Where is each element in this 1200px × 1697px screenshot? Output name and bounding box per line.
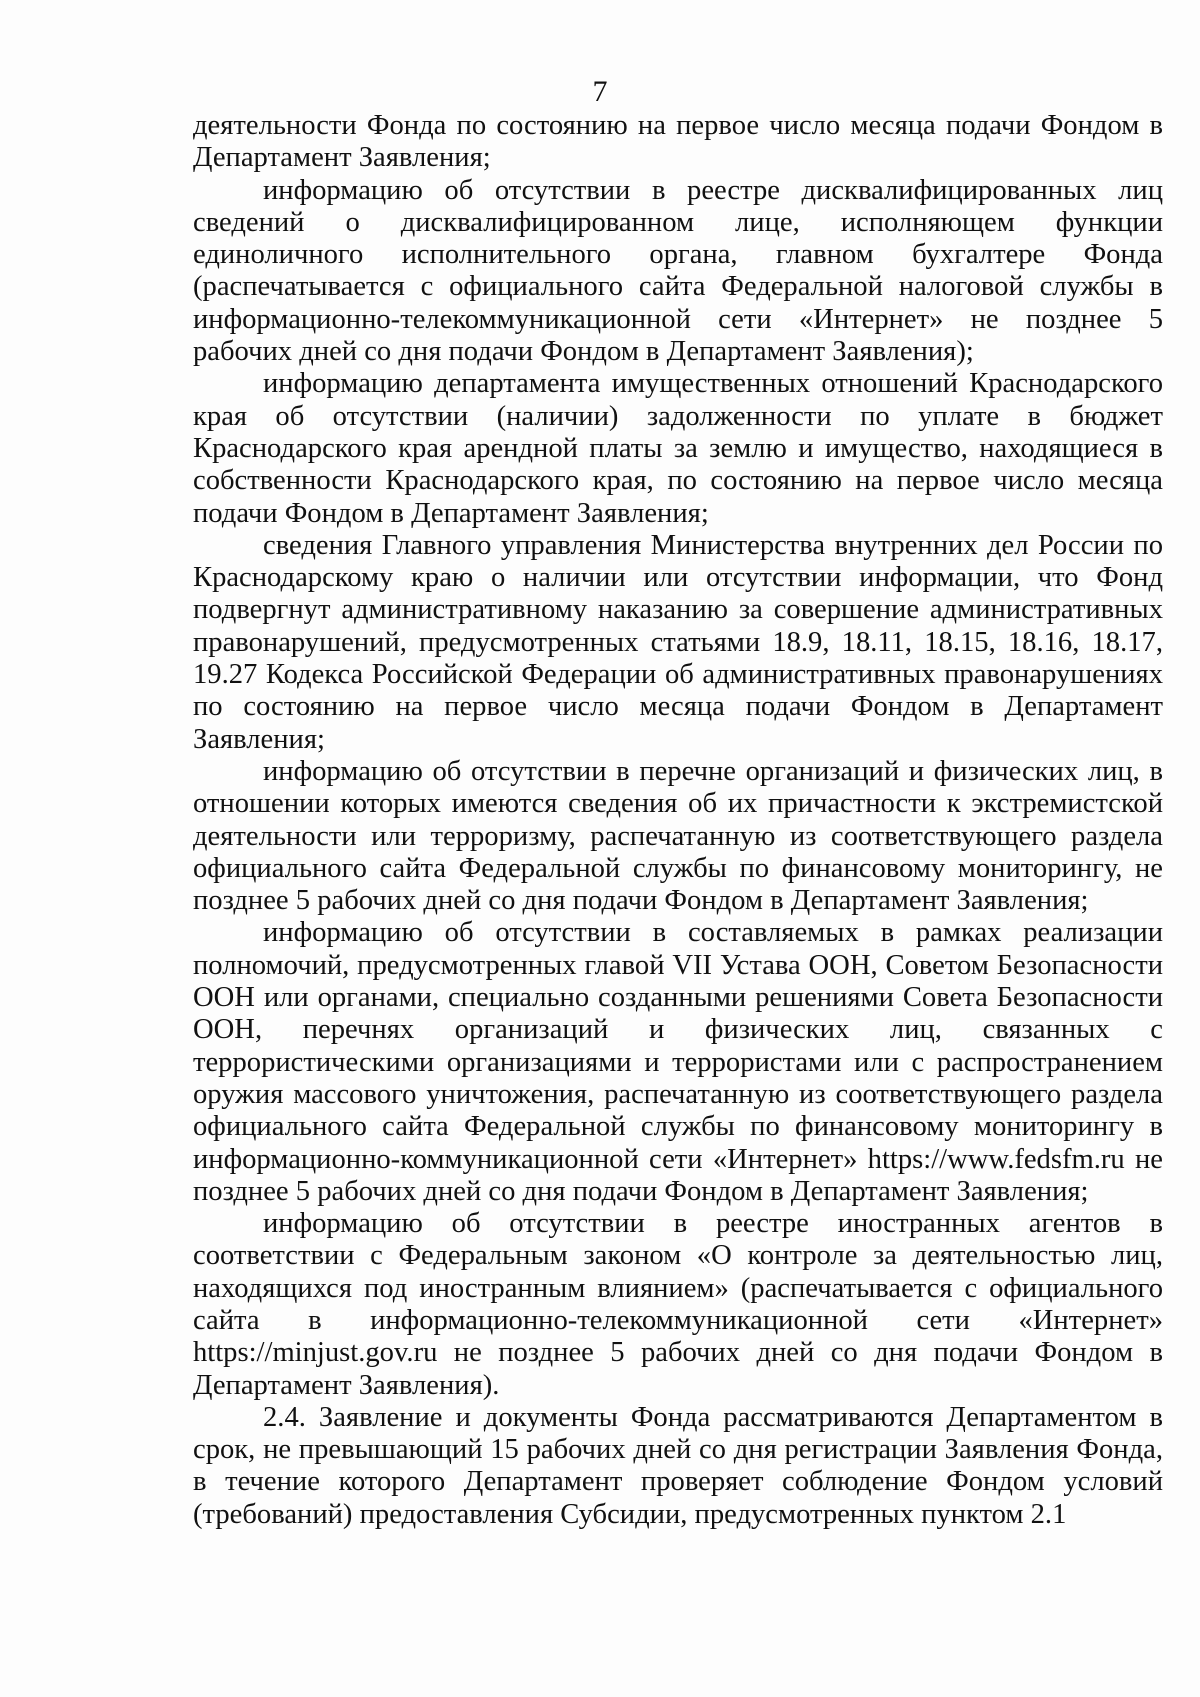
paragraph-section-2-4: 2.4. Заявление и документы Фонда рассматриваются Департаментом в срок, не превышающий 15 рабочих дней со дня регистрации Заявления Фонда, в течение которого Департамент проверяет соблюдение Фондом условий (требований) предоставления Субсидии, предусмотренных пунктом 2.1: [193, 1401, 1163, 1530]
paragraph-un-lists: информацию об отсутствии в составляемых в рамках реализации полномочий, предусмотренных главой VII Устава ООН, Советом Безопасности ООН или органами, специально созданными решениями Совета Безопасности ООН, перечнях организаций и физических лиц, связанных с террористическими организациями и террористами или с распространением оружия массового уничтожения, распечатанную из соответствующего раздела официального сайта Федеральной службы по финансовому мониторингу в информационно-коммуникационной сети «Интернет» https://www.fedsfm.ru не позднее 5 рабочих дней со дня подачи Фондом в Департамент Заявления;: [193, 917, 1163, 1207]
paragraph-interior-ministry: сведения Главного управления Министерства внутренних дел России по Краснодарскому краю о наличии или отсутствии информации, что Фонд подвергнут административному наказанию за совершение административных правонарушений, предусмотренных статьями 18.9, 18.11, 18.15, 18.16, 18.17, 19.27 Кодекса Российской Федерации об административных правонарушениях по состоянию на первое число месяца подачи Фондом в Департамент Заявления;: [193, 529, 1163, 755]
document-body: [193, 110, 1163, 1531]
page-number: 7: [592, 75, 608, 108]
paragraph-extremism-list: информацию об отсутствии в перечне организаций и физических лиц, в отношении которых имеются сведения об их причастности к экстремистской деятельности или терроризму, распечатанную из соответствующего раздела официального сайта Федеральной службы по финансовому мониторингу, не позднее 5 рабочих дней со дня подачи Фондом в Департамент Заявления;: [193, 755, 1163, 917]
paragraph-foreign-agents: информацию об отсутствии в реестре иностранных агентов в соответствии с Федеральным законом «О контроле за деятельностью лиц, находящихся под иностранным влиянием» (распечатывается с официального сайта в информационно-телекоммуникационной сети «Интернет» https://minjust.gov.ru не позднее 5 рабочих дней со дня подачи Фондом в Департамент Заявления).: [193, 1208, 1163, 1401]
paragraph-property-department: информацию департамента имущественных отношений Краснодарского края об отсутствии (наличии) задолженности по уплате в бюджет Краснодарского края арендной платы за землю и имущество, находящиеся в собственности Краснодарского края, по состоянию на первое число месяца подачи Фондом в Департамент Заявления;: [193, 368, 1163, 529]
paragraph-disqualified-persons: информацию об отсутствии в реестре дисквалифицированных лиц сведений о дисквалифицированном лице, исполняющем функции единоличного исполнительного органа, главном бухгалтере Фонда (распечатывается с официального сайта Федеральной налоговой службы в информационно-телекоммуникационной сети «Интернет» не позднее 5 рабочих дней со дня подачи Фондом в Департамент Заявления);: [193, 174, 1163, 368]
paragraph-continuation: деятельности Фонда по состоянию на первое число месяца подачи Фондом в Департамент Заявления;: [193, 110, 1163, 174]
